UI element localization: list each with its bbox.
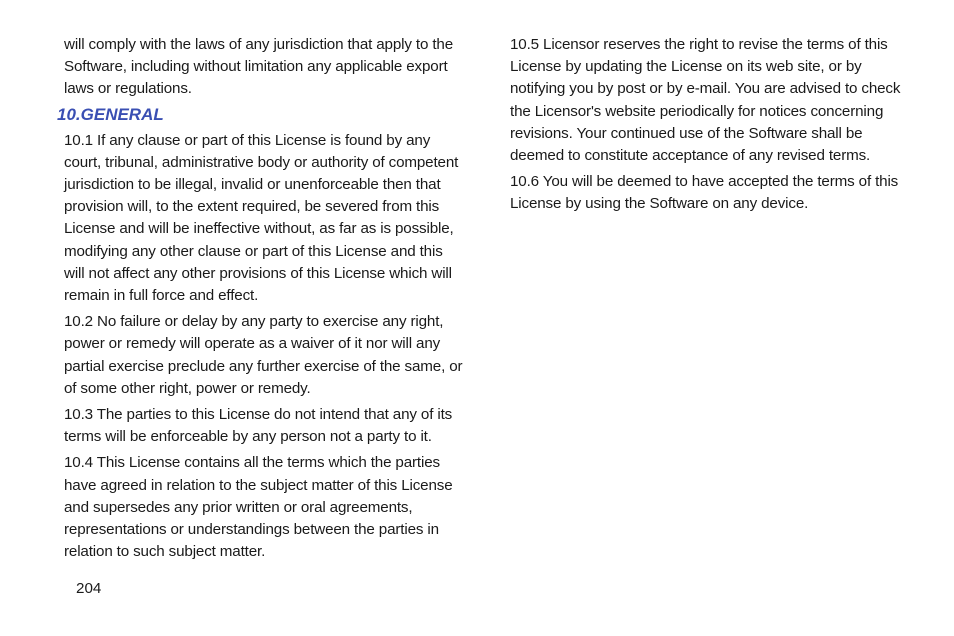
page-number: 204 [76, 580, 102, 597]
clause-10-2: 10.2 No failure or delay by any party to exercise any right, power or remedy will operate as a waiver of it nor will any partial exercise preclude any further exercise of the same, or of some other right, power or remedy. [64, 313, 463, 397]
clause-10-1: 10.1 If any clause or part of this License is found by any court, tribunal, administrative body or authority of competent jurisdiction to be illegal, invalid or unenforceable then that provision will, to the extent required, be severed from this License and will be ineffective without, as far as is possible, modifying any other clause or part of this License and this will not affect any other provisions of this License which will remain in full force and effect. [64, 131, 459, 305]
section-heading: 10.GENERAL [57, 104, 164, 124]
right-column [510, 34, 910, 220]
left-column [57, 34, 464, 567]
intro-paragraph: will comply with the laws of any jurisdiction that apply to the Software, including without limitation any applicable export laws or regulations. [64, 36, 453, 98]
clause-10-6: 10.6 You will be deemed to have accepted the terms of this License by using the Software on any device. [510, 173, 899, 213]
clause-10-3: 10.3 The parties to this License do not intend that any of its terms will be enforceable by any person not a party to it. [64, 406, 453, 446]
clause-10-5: 10.5 Licensor reserves the right to revise the terms of this License by updating the License on its web site, or by notifying you by post or by e-mail. You are advised to check the Licensor's website periodically for notices concerning revisions. Your continued use of the Software shall be deemed to constitute acceptance of any revised terms. [510, 36, 901, 165]
clause-10-4: 10.4 This License contains all the terms which the parties have agreed in relation to the subject matter of this License and supersedes any prior written or oral agreements, representations or understandings between the parties in relation to such subject matter. [64, 454, 453, 561]
